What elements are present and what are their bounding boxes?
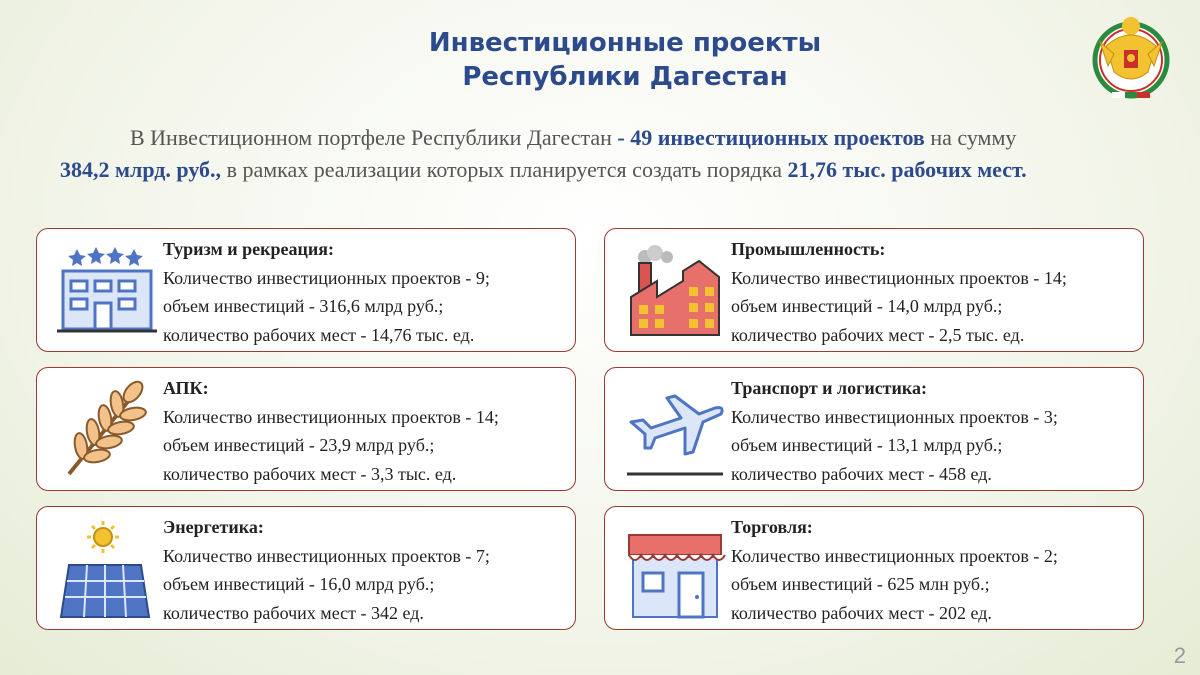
sector-card-industry [604,228,1144,352]
sector-card-transport [604,367,1144,491]
factory-icon [623,239,727,343]
sector-projects: Количество инвестиционных проектов - 7; [163,545,490,566]
intro-jobs-count: 21,76 тыс. рабочих мест. [787,157,1027,182]
sector-jobs: количество рабочих мест - 202 ед. [731,602,992,623]
sector-investment: объем инвестиций - 23,9 млрд руб.; [163,435,435,455]
sector-jobs: количество рабочих мест - 342 ед. [163,602,424,623]
dagestan-emblem-icon [1086,14,1176,102]
intro-total-sum: 384,2 млрд. руб., [60,157,222,182]
sector-name: Торговля: [731,517,813,537]
sector-projects: Количество инвестиционных проектов - 2; [731,545,1058,566]
sector-projects: Количество инвестиционных проектов - 14; [163,406,499,427]
sector-card-agro [36,367,576,491]
sector-investment: объем инвестиций - 625 млн руб.; [731,574,990,594]
intro-projects-count: - 49 инвестиционных проектов [617,125,925,150]
sector-card-energy [36,506,576,630]
sector-jobs: количество рабочих мест - 458 ед. [731,463,992,484]
hotel-icon [55,239,159,343]
sector-investment: объем инвестиций - 16,0 млрд руб.; [163,574,435,594]
sector-investment: объем инвестиций - 14,0 млрд руб.; [731,296,1003,316]
title-line-2: Республики Дагестан [462,62,788,92]
sector-projects: Количество инвестиционных проектов - 14; [731,267,1067,288]
wheat-icon [55,378,159,482]
sector-jobs: количество рабочих мест - 3,3 тыс. ед. [163,463,457,484]
sector-name: Туризм и рекреация: [163,239,334,259]
sector-card-trade [604,506,1144,630]
shop-icon [623,517,727,621]
title-line-1: Инвестиционные проекты [428,28,822,58]
sector-card-tourism [36,228,576,352]
intro-text-1: В Инвестиционном портфеле Республики Дагестан [130,125,618,150]
intro-text-2: на сумму [924,125,1017,150]
sector-investment: объем инвестиций - 316,6 млрд руб.; [163,296,444,316]
sector-jobs: количество рабочих мест - 14,76 тыс. ед. [163,324,475,345]
solar-panel-icon [55,517,159,621]
sector-jobs: количество рабочих мест - 2,5 тыс. ед. [731,324,1025,345]
sector-name: Энергетика: [163,517,264,537]
page-title [0,26,1200,94]
intro-text-3: в рамках реализации которых планируется создать порядка [221,157,788,182]
sector-name: Транспорт и логистика: [731,378,927,398]
page-number: 2 [1173,643,1186,668]
airplane-icon [623,378,727,482]
intro-paragraph [60,122,1140,186]
sector-investment: объем инвестиций - 13,1 млрд руб.; [731,435,1003,455]
sector-projects: Количество инвестиционных проектов - 3; [731,406,1058,427]
sector-name: Промышленность: [731,239,886,259]
sector-projects: Количество инвестиционных проектов - 9; [163,267,490,288]
sector-name: АПК: [163,378,209,398]
